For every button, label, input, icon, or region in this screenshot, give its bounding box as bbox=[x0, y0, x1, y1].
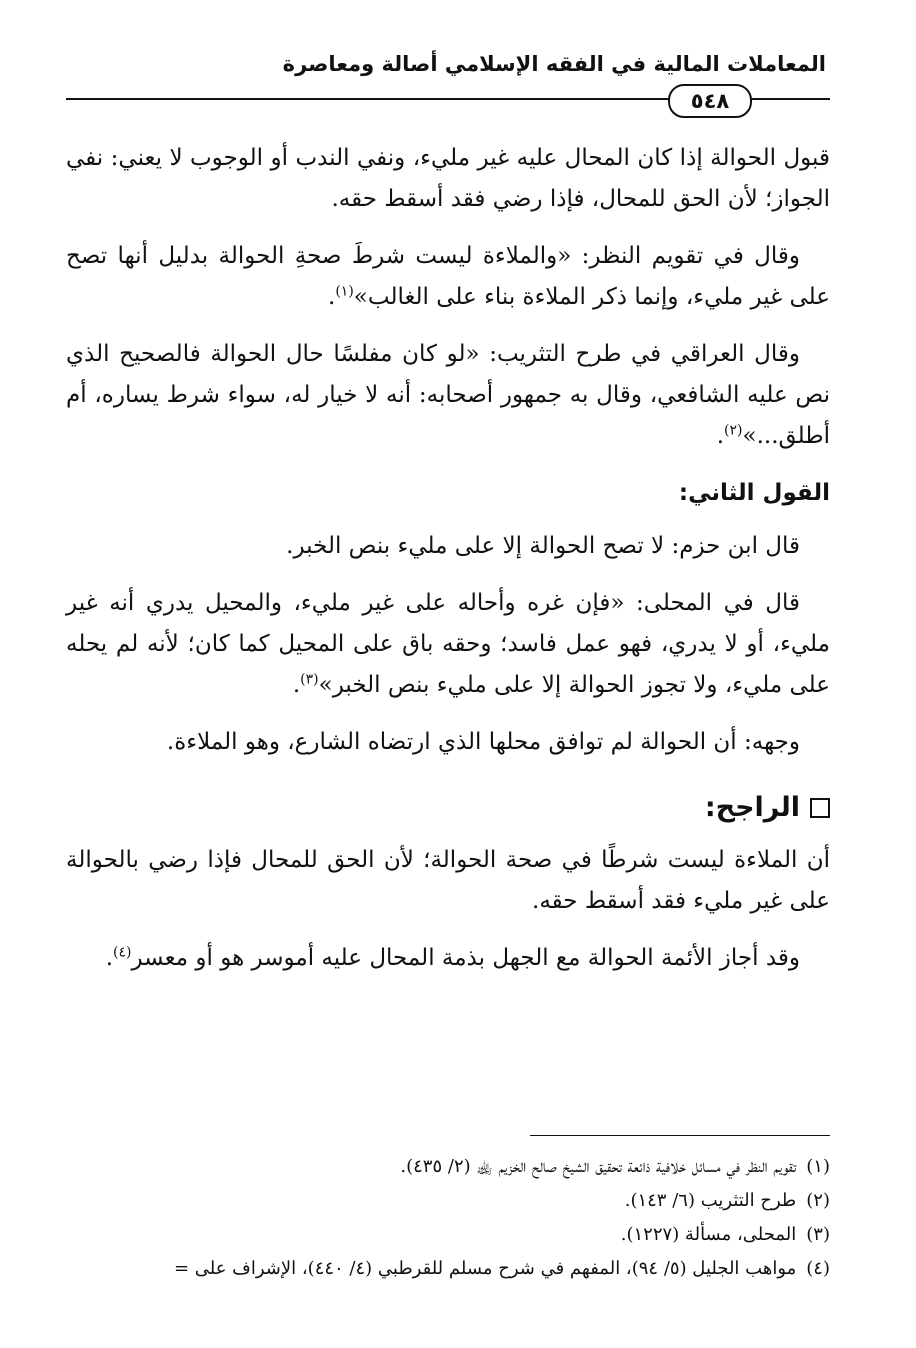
heading-second-opinion: القول الثاني: bbox=[678, 480, 830, 506]
paragraph-2-end: . bbox=[328, 284, 336, 310]
paragraph-2 bbox=[66, 236, 830, 318]
paragraph-8-end: . bbox=[105, 945, 113, 971]
footnote-ref-1: (١) bbox=[335, 283, 354, 300]
footnote-text: طرح التثريب (٦/ ١٤٣). bbox=[624, 1190, 797, 1211]
paragraph-6: وجهه: أن الحوالة لم توافق محلها الذي ارتضاه الشارع، وهو الملاءة. bbox=[166, 729, 800, 755]
paragraph-3-end: . bbox=[716, 423, 725, 449]
paragraph-8-text: وقد أجاز الأئمة الحوالة مع الجهل بذمة المحال عليه أموسر هو أو معسر bbox=[131, 945, 800, 971]
running-header-title: المعاملات المالية في الفقه الإسلامي أصالة ومعاصرة bbox=[282, 52, 826, 76]
footnote-ref-3: (٣) bbox=[300, 671, 319, 688]
main-text bbox=[66, 138, 830, 995]
footnote-ref-4: (٤) bbox=[113, 944, 132, 961]
paragraph-5-end: . bbox=[292, 672, 301, 698]
paragraph-5 bbox=[66, 583, 830, 706]
paragraph-2-text: وقال في تقويم النظر: «والملاءة ليست شرطَ صحةِ الحوالة بدليل أنها تصح على غير مليء، وإنما ذكر الملاءة بناء على الغالب» bbox=[66, 243, 830, 310]
footnote-number: (١) bbox=[806, 1156, 830, 1177]
square-bullet-icon bbox=[810, 798, 830, 818]
heading-preferred bbox=[66, 787, 830, 828]
footnote-text: مواهب الجليل (٥/ ٩٤)، المفهم في شرح مسلم للقرطبي (٤/ ٤٤٠)، الإشراف على = bbox=[173, 1258, 797, 1279]
footnote-number: (٤) bbox=[806, 1258, 830, 1279]
footnote-item bbox=[66, 1184, 830, 1218]
paragraph-3 bbox=[66, 334, 830, 457]
footnote-number: (٣) bbox=[806, 1224, 830, 1245]
page-number: ٥٤٨ bbox=[668, 84, 752, 118]
footnote-item bbox=[66, 1252, 830, 1286]
heading-preferred-label: الراجح: bbox=[704, 792, 800, 823]
paragraph-3-text: وقال العراقي في طرح التثريب: «لو كان مفلسًا حال الحوالة فالصحيح الذي نص عليه الشافعي، وقال به جمهور أصحابه: أنه لا خيار له، سواء شرط يساره، أم أطلق...» bbox=[66, 341, 830, 449]
footnote-separator bbox=[530, 1135, 830, 1136]
footnote-ref-2: (٢) bbox=[724, 422, 743, 439]
footnote-text: المحلى، مسألة (١٢٢٧). bbox=[620, 1224, 797, 1245]
footnote-text: تقويم النظر في مسائل خلافية ذائعة تحقيق الشيخ صالح الخزيم ﵀ (٢/ ٤٣٥). bbox=[400, 1156, 797, 1177]
footnote-item bbox=[66, 1218, 830, 1252]
paragraph-8 bbox=[66, 938, 830, 979]
paragraph-4: قال ابن حزم: لا تصح الحوالة إلا على مليء بنص الخبر. bbox=[286, 533, 800, 559]
paragraph-1: قبول الحوالة إذا كان المحال عليه غير مليء، ونفي الندب أو الوجوب لا يعني: نفي الجواز؛ لأن الحق للمحال، فإذا رضي فقد أسقط حقه. bbox=[66, 145, 830, 212]
footnote-item bbox=[66, 1150, 830, 1184]
paragraph-5-text: قال في المحلى: «فإن غره وأحاله على غير مليء، والمحيل يدري أنه غير مليء، أو لا يدري، فهو عمل فاسد؛ وحقه باق على المحيل كما كان؛ لأنه لم يحله على مليء، ولا تجوز الحوالة إلا على مليء بنص الخبر» bbox=[66, 590, 830, 698]
footnotes-list bbox=[66, 1150, 830, 1286]
paragraph-7: أن الملاءة ليست شرطًا في صحة الحوالة؛ لأن الحق للمحال فإذا رضي بالحوالة على غير مليء فقد أسقط حقه. bbox=[66, 847, 830, 914]
footnote-number: (٢) bbox=[806, 1190, 830, 1211]
